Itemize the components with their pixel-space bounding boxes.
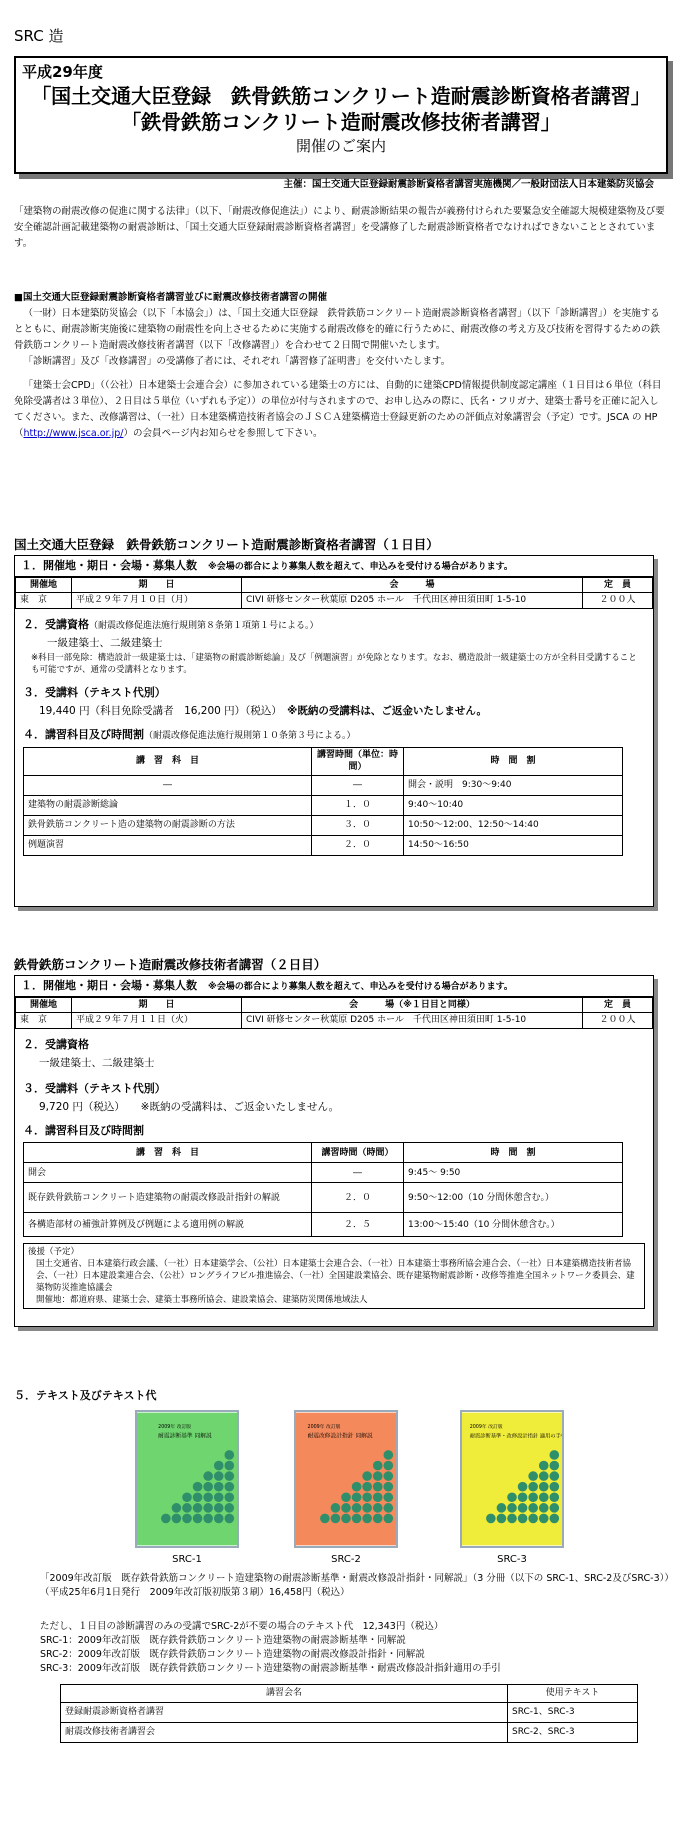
book-label-src2: SRC-2 (331, 1554, 361, 1565)
book-pattern-dot (362, 1503, 372, 1513)
book-pattern-dot (225, 1482, 235, 1492)
book-pattern-dot (550, 1450, 560, 1460)
day2-fee-line (23, 1096, 645, 1115)
td: 建築物の耐震診断総論 (24, 795, 312, 815)
book-pattern-dot (528, 1503, 538, 1513)
day1-venue-table (15, 577, 653, 609)
day1-title: 国土交通大臣登録 鉄骨鉄筋コンクリート造耐震診断資格者講習（１日目） (14, 537, 439, 552)
book-pattern-dot (225, 1450, 235, 1460)
td: ― (24, 775, 312, 795)
title-line-1: 「国土交通大臣登録 鉄骨鉄筋コンクリート造耐震診断資格者講習」 (31, 84, 651, 108)
book-edition: 2009年 改訂版 (307, 1425, 341, 1431)
book-pattern-dot (203, 1492, 213, 1502)
day2-venue-table (15, 997, 653, 1029)
texts-list-item: SRC-2：2009年改訂版 既存鉄骨鉄筋コンクリート造建築物の耐震改修設計指針・同解説 (40, 1649, 425, 1660)
day2-h1-text: １．開催地・期日・会場・募集人数 (21, 979, 197, 992)
book-pattern-dot (384, 1503, 394, 1513)
jsca-link[interactable]: http://www.jsca.or.jp/ (23, 428, 124, 439)
book-pattern-dot (384, 1514, 394, 1524)
td: 平成２９年７月１１日（火） (72, 1013, 242, 1029)
td: 10:50～12:00、12:50～14:40 (404, 815, 623, 835)
book-pattern-dot (362, 1514, 372, 1524)
day2-h2: ２．受講資格 (23, 1037, 89, 1051)
book-title: 耐震改修設計指針 同解説 (307, 1433, 373, 1440)
support-line-2: 開催地：都道府県、建築士会、建築士事務所協会、建設業協会、建築防災関係地域法人 (36, 1295, 368, 1306)
day1-qual: 一級建築士、二級建築士 (47, 637, 163, 650)
td: ２．５ (312, 1213, 404, 1237)
book-pattern-dot (203, 1514, 213, 1524)
book-pattern-dot (373, 1503, 383, 1513)
day1-fee: 19,440 円（科目免除受講者 16,200 円）（税込） (39, 705, 277, 718)
book-pattern-dot (214, 1461, 224, 1471)
td: 14:50～16:50 (404, 835, 623, 855)
th: 会 場（※１日目と同様） (242, 997, 583, 1013)
book-pattern-dot (518, 1492, 528, 1502)
day1-schedule-table (23, 747, 623, 856)
th: 講 習 科 目 (24, 747, 312, 775)
td: CIVI 研修センター秋葉原 D205 ホール 千代田区神田須田町 1-5-10 (242, 1013, 583, 1029)
td: 既存鉄骨鉄筋コンクリート造建築物の耐震改修設計指針の解説 (24, 1183, 312, 1213)
book-pattern-dot (362, 1492, 372, 1502)
th: 会 場 (242, 577, 583, 593)
section1-p3-tail: ）の会員ページ内お知らせを参照して下さい。 (123, 428, 323, 439)
book-pattern-dot (384, 1471, 394, 1481)
support-line-1: 国土交通省、日本建築行政会議、（一社）日本建築学会、（公社）日本建築士会連合会、（一社）日本建築士事務所協会連合会、（一社）日本建築構造技術者協会、（一社）日本建設業連合会、（公社）ロングライフビル推進協会、（一社）全国建設業協会、既存建築物耐震診断・改修等推進全国ネットワーク委員会、建築物防災推進協議会 (36, 1259, 635, 1294)
book-pattern-dot (384, 1482, 394, 1492)
book-pattern-dot (341, 1514, 351, 1524)
book-pattern-dot (225, 1514, 235, 1524)
texts-note: ただし、１日目の診断講習のみの受講でSRC-2が不要の場合のテキスト代 12,343円（税込） (40, 1621, 444, 1632)
book-pattern-dot (341, 1492, 351, 1502)
title-year: 平成29年度 (22, 63, 103, 81)
book-pattern-dot (225, 1492, 235, 1502)
book-cover-src3 (460, 1410, 564, 1548)
th: 使用テキスト (508, 1685, 638, 1703)
support-title: 後援（予定） (28, 1247, 80, 1258)
day2-box (14, 975, 654, 1327)
day2-fee: 9,720 円（税込） (39, 1101, 120, 1114)
book-pattern-dot (214, 1514, 224, 1524)
book-pattern-dot (214, 1482, 224, 1492)
book-pattern-dot (182, 1503, 192, 1513)
book-pattern-dot (172, 1503, 182, 1513)
book-pattern-dot (518, 1482, 528, 1492)
day2-qual: 一級建築士、二級建築士 (39, 1057, 155, 1070)
book-pattern-dot (384, 1450, 394, 1460)
day2-h4: ４．講習科目及び時間割 (23, 1123, 144, 1137)
book-pattern-dot (341, 1503, 351, 1513)
th: 開催地 (16, 577, 72, 593)
td: ２．０ (312, 1183, 404, 1213)
book-pattern-dot (518, 1503, 528, 1513)
book-pattern-dot (203, 1482, 213, 1492)
td: １．０ (312, 795, 404, 815)
book-src1 (135, 1410, 239, 1548)
structure-tag: SRC 造 (14, 27, 64, 45)
book-pattern-dot (203, 1503, 213, 1513)
day1-h3: ３．受講料（テキスト代別） (23, 685, 166, 699)
book-pattern-dot (352, 1482, 362, 1492)
section1-p1: （一財）日本建築防災協会（以下「本協会」）は、「国土交通大臣登録 鉄骨鉄筋コンクリート造耐震診断資格者講習」（以下「診断講習」）を実施するとともに、耐震診断実施後に建築物の耐震性を向上させるために実施する耐震改修を的確に行うために、耐震改修の考え方及び技術を習得するための鉄骨鉄筋コンクリート造耐震改修技術者講習（以下「改修講習」）を合わせて２日間で開催いたします。 (14, 308, 661, 351)
book-pattern-dot (352, 1514, 362, 1524)
day2-feenote: ※既納の受講料は、ご返金いたしません。 (140, 1101, 340, 1114)
th: 講習会名 (61, 1685, 508, 1703)
book-pattern-dot (373, 1461, 383, 1471)
intro-paragraph: 「建築物の耐震改修の促進に関する法律」（以下、「耐震改修促進法」）により、耐震診断結果の報告が義務付けられた要緊急安全確認大規模建築物及び要安全確認計画記載建築物の耐震診断は、「国土交通大臣登録耐震診断資格者講習」を受講修了した耐震診断資格者でなければできないこととされています。 (14, 206, 665, 249)
book-pattern-dot (539, 1461, 549, 1471)
title-line-3: 開催のご案内 (295, 137, 386, 155)
book-pattern-dot (497, 1514, 507, 1524)
texts-list-item: SRC-3：2009年改訂版 既存鉄骨鉄筋コンクリート造建築物の耐震診断基準・耐震改修設計指針適用の手引 (40, 1663, 501, 1674)
book-cover-src1 (135, 1410, 239, 1548)
book-edition: 2009年 改訂版 (469, 1425, 503, 1431)
book-src3 (460, 1410, 564, 1548)
book-pattern-dot (182, 1492, 192, 1502)
day1-h1-text: １．開催地・期日・会場・募集人数 (21, 559, 197, 572)
td: 耐震改修技術者講習会 (61, 1723, 508, 1743)
th: 講習時間（時間） (312, 1143, 404, 1163)
day1-qualnote: ※科目一部免除：構造設計一級建築士は、「建築物の耐震診断総論」及び「例題演習」が免除となります。なお、構造設計一級建築士の方が全科目受講することも可能ですが、通常の受講料となります。 (31, 653, 637, 675)
book-pattern-dot (550, 1492, 560, 1502)
book-pattern-dot (550, 1461, 560, 1471)
book-pattern-dot (507, 1492, 517, 1502)
book-pattern-dot (507, 1514, 517, 1524)
section1-p3-text: 「建築士会CPD」（（公社）日本建築士会連合会）に参加されている建築士の方には、自動的に建築CPD情報提供制度認定講座（１日目は６単位（科目免除受講者は３単位）、２日目は５単位（いずれも予定））の単位が付与されますので、お申し込みの際に、氏名・フリガナ、建築士番号を正確に記入してください。また、改修講習は、（一社）日本建築構造技術者協会のＪＳＣＡ建築構造士登録更新のための評価点対象講習会（予定）です。JSCA の HP（ (14, 380, 662, 439)
day1-h4-text: ４．講習科目及び時間割 (23, 727, 144, 741)
book-pattern-dot (214, 1492, 224, 1502)
book-pattern-dot (320, 1514, 330, 1524)
day1-h2-text: ２．受講資格 (23, 617, 89, 631)
book-label-src1: SRC-1 (172, 1554, 202, 1565)
td: ― (312, 775, 404, 795)
book-pattern-dot (225, 1471, 235, 1481)
book-title: 耐震診断基準 同解説 (158, 1433, 212, 1440)
td: 各構造部材の補強計算例及び例題による適用例の解説 (24, 1213, 312, 1237)
book-pattern-dot (550, 1514, 560, 1524)
book-pattern-dot (362, 1471, 372, 1481)
day1-h1-note: ※会場の都合により募集人数を超えて、申込みを受付ける場合があります。 (208, 562, 513, 572)
book-pattern-dot (193, 1482, 203, 1492)
td: CIVI 研修センター秋葉原 D205 ホール 千代田区神田須田町 1-5-10 (242, 593, 583, 609)
th: 講習時間（単位：時間） (312, 747, 404, 775)
book-pattern-dot (161, 1514, 171, 1524)
book-cover-src2 (294, 1410, 398, 1548)
book-pattern-dot (214, 1503, 224, 1513)
day1-h2-note: （耐震改修促進法施行規則第８条第１項第１号による。） (89, 620, 319, 631)
book-edition: 2009年 改訂版 (158, 1425, 192, 1431)
support-box (23, 1243, 645, 1309)
td: ２．０ (312, 835, 404, 855)
td: 開会・説明 9:30～9:40 (404, 775, 623, 795)
book-pattern-dot (172, 1514, 182, 1524)
book-pattern-dot (193, 1503, 203, 1513)
td: 9:50～12:00（10 分間休憩含む。） (404, 1183, 623, 1213)
day2-title: 鉄骨鉄筋コンクリート造耐震改修技術者講習（２日目） (14, 957, 327, 972)
book-label-src3: SRC-3 (497, 1554, 527, 1565)
day2-h1 (15, 976, 653, 997)
texts-line1: 「2009年改訂版 既存鉄骨鉄筋コンクリート造建築物の耐震診断基準・耐震改修設計指針・同解説」（3 分冊（以下の SRC-1、SRC-2及びSRC-3））（平成25年6月1日発行 2009年改訂版初版第３刷）16,458円（税込） (40, 1573, 670, 1598)
td: 東 京 (16, 593, 72, 609)
book-pattern-dot (182, 1514, 192, 1524)
texts-heading: ５．テキスト及びテキスト代 (14, 1389, 157, 1402)
th: 講 習 科 目 (24, 1143, 312, 1163)
day2-h1-note: ※会場の都合により募集人数を超えて、申込みを受付ける場合があります。 (208, 982, 513, 992)
book-pattern-dot (193, 1492, 203, 1502)
book-pattern-dot (550, 1503, 560, 1513)
th: 開催地 (16, 997, 72, 1013)
book-pattern-dot (539, 1482, 549, 1492)
td: 登録耐震診断資格者講習 (61, 1703, 508, 1723)
book-pattern-dot (373, 1492, 383, 1502)
section1-heading: ■国土交通大臣登録耐震診断資格者講習並びに耐震改修技術者講習の開催 (14, 292, 327, 303)
book-pattern-dot (384, 1492, 394, 1502)
td: 9:40～10:40 (404, 795, 623, 815)
day1-h4 (23, 727, 645, 743)
td: SRC-1、SRC-3 (508, 1703, 638, 1723)
td: ３．０ (312, 815, 404, 835)
book-pattern-dot (373, 1482, 383, 1492)
day1-feenote: ※既納の受講料は、ご返金いたしません。 (287, 705, 487, 718)
book-pattern-dot (486, 1514, 496, 1524)
book-title: 耐震診断基準・改修設計指針 適用の手引 (469, 1433, 564, 1440)
day1-h2 (23, 617, 645, 633)
section1 (14, 290, 668, 442)
book-pattern-dot (528, 1482, 538, 1492)
td: ２００人 (583, 1013, 653, 1029)
texts-list-item: SRC-1：2009年改訂版 既存鉄骨鉄筋コンクリート造建築物の耐震診断基準・同解説 (40, 1635, 406, 1646)
th: 定 員 (583, 997, 653, 1013)
th: 定 員 (583, 577, 653, 593)
book-pattern-dot (539, 1492, 549, 1502)
td: 開会 (24, 1163, 312, 1183)
th: 期 日 (72, 577, 242, 593)
book-pattern-dot (507, 1503, 517, 1513)
book-pattern-dot (331, 1503, 341, 1513)
book-pattern-dot (225, 1461, 235, 1471)
section1-p2: 「診断講習」及び「改修講習」の受講修了者には、それぞれ「講習修了証明書」を交付いたします。 (23, 356, 451, 367)
texts-table (60, 1684, 638, 1743)
organizer: 主催：国土交通大臣登録耐震診断資格者講習実施機関／一般財団法人日本建築防災協会 (283, 179, 654, 190)
book-pattern-dot (528, 1471, 538, 1481)
book-pattern-dot (203, 1471, 213, 1481)
th: 時 間 割 (404, 1143, 623, 1163)
td: 平成２９年７月１０日（月） (72, 593, 242, 609)
td: 例題演習 (24, 835, 312, 855)
book-pattern-dot (539, 1471, 549, 1481)
td: 鉄骨鉄筋コンクリート造の建築物の耐震診断の方法 (24, 815, 312, 835)
book-pattern-dot (539, 1503, 549, 1513)
day1-fee-line (23, 700, 645, 719)
book-pattern-dot (384, 1461, 394, 1471)
section1-p3 (14, 378, 668, 442)
book-pattern-dot (528, 1514, 538, 1524)
book-pattern-dot (497, 1503, 507, 1513)
td: ２００人 (583, 593, 653, 609)
day2-schedule-table (23, 1142, 623, 1237)
book-pattern-dot (373, 1471, 383, 1481)
book-pattern-dot (331, 1514, 341, 1524)
day1-h1 (15, 556, 653, 577)
book-pattern-dot (362, 1482, 372, 1492)
td: 9:45～ 9:50 (404, 1163, 623, 1183)
book-pattern-dot (193, 1514, 203, 1524)
book-pattern-dot (539, 1514, 549, 1524)
title-box (14, 56, 668, 174)
book-pattern-dot (373, 1514, 383, 1524)
td: ― (312, 1163, 404, 1183)
book-pattern-dot (214, 1471, 224, 1481)
book-pattern-dot (225, 1503, 235, 1513)
day2-h3: ３．受講料（テキスト代別） (23, 1081, 166, 1095)
book-pattern-dot (518, 1514, 528, 1524)
td: SRC-2、SRC-3 (508, 1723, 638, 1743)
book-pattern-dot (528, 1492, 538, 1502)
title-line-2: 「鉄骨鉄筋コンクリート造耐震改修技術者講習」 (121, 110, 561, 134)
day1-h4-note: （耐震改修促進法施行規則第１０条第３号による。） (144, 730, 356, 741)
th: 期 日 (72, 997, 242, 1013)
book-src2 (294, 1410, 398, 1548)
day1-box (14, 555, 654, 907)
td: 13:00～15:40（10 分間休憩含む。） (404, 1213, 623, 1237)
book-pattern-dot (550, 1471, 560, 1481)
book-pattern-dot (550, 1482, 560, 1492)
th: 時 間 割 (404, 747, 623, 775)
book-pattern-dot (352, 1492, 362, 1502)
book-pattern-dot (352, 1503, 362, 1513)
td: 東 京 (16, 1013, 72, 1029)
texts-list (40, 1620, 670, 1676)
